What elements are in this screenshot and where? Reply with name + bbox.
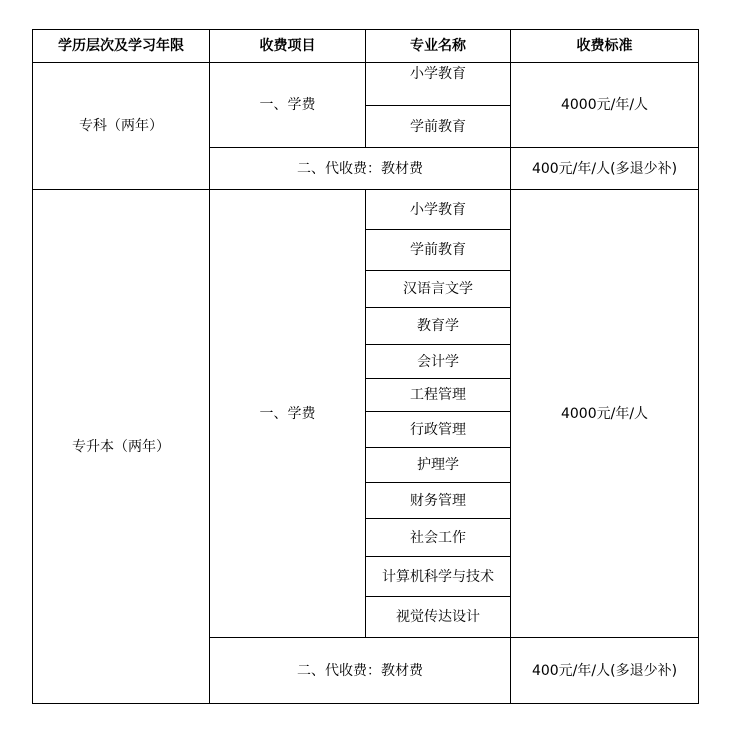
major-cell: 财务管理 bbox=[366, 483, 511, 519]
major-cell: 小学教育 bbox=[366, 190, 511, 230]
major-cell: 计算机科学与技术 bbox=[366, 557, 511, 597]
table-row bbox=[33, 190, 699, 230]
header-major: 专业名称 bbox=[366, 30, 511, 63]
textbook-fee-zhuanke: 400元/年/人(多退少补) bbox=[511, 148, 699, 190]
tuition-label-zhuanke: 一、学费 bbox=[210, 63, 366, 148]
header-standard: 收费标准 bbox=[511, 30, 699, 63]
textbook-fee-zhuanshengben: 400元/年/人(多退少补) bbox=[511, 638, 699, 704]
level-zhuanshengben: 专升本（两年） bbox=[33, 190, 210, 704]
textbook-label-zhuanshengben: 二、代收费：教材费 bbox=[210, 638, 511, 704]
fee-table bbox=[32, 29, 699, 704]
major-cell: 视觉传达设计 bbox=[366, 597, 511, 638]
tuition-fee-zhuanshengben: 4000元/年/人 bbox=[511, 190, 699, 638]
tuition-fee-zhuanke: 4000元/年/人 bbox=[511, 63, 699, 148]
major-cell: 工程管理 bbox=[366, 379, 511, 412]
major-cell: 汉语言文学 bbox=[366, 271, 511, 308]
major-cell: 学前教育 bbox=[366, 106, 511, 148]
major-cell: 会计学 bbox=[366, 345, 511, 379]
major-cell: 社会工作 bbox=[366, 519, 511, 557]
major-cell: 小学教育 bbox=[366, 63, 511, 106]
level-zhuanke: 专科（两年） bbox=[33, 63, 210, 190]
table-row bbox=[33, 63, 699, 106]
textbook-label-zhuanke: 二、代收费：教材费 bbox=[210, 148, 511, 190]
major-cell: 教育学 bbox=[366, 308, 511, 345]
major-cell: 学前教育 bbox=[366, 230, 511, 271]
tuition-label-zhuanshengben: 一、学费 bbox=[210, 190, 366, 638]
header-item: 收费项目 bbox=[210, 30, 366, 63]
header-row bbox=[33, 30, 699, 63]
header-level: 学历层次及学习年限 bbox=[33, 30, 210, 63]
major-cell: 行政管理 bbox=[366, 412, 511, 448]
major-cell: 护理学 bbox=[366, 448, 511, 483]
